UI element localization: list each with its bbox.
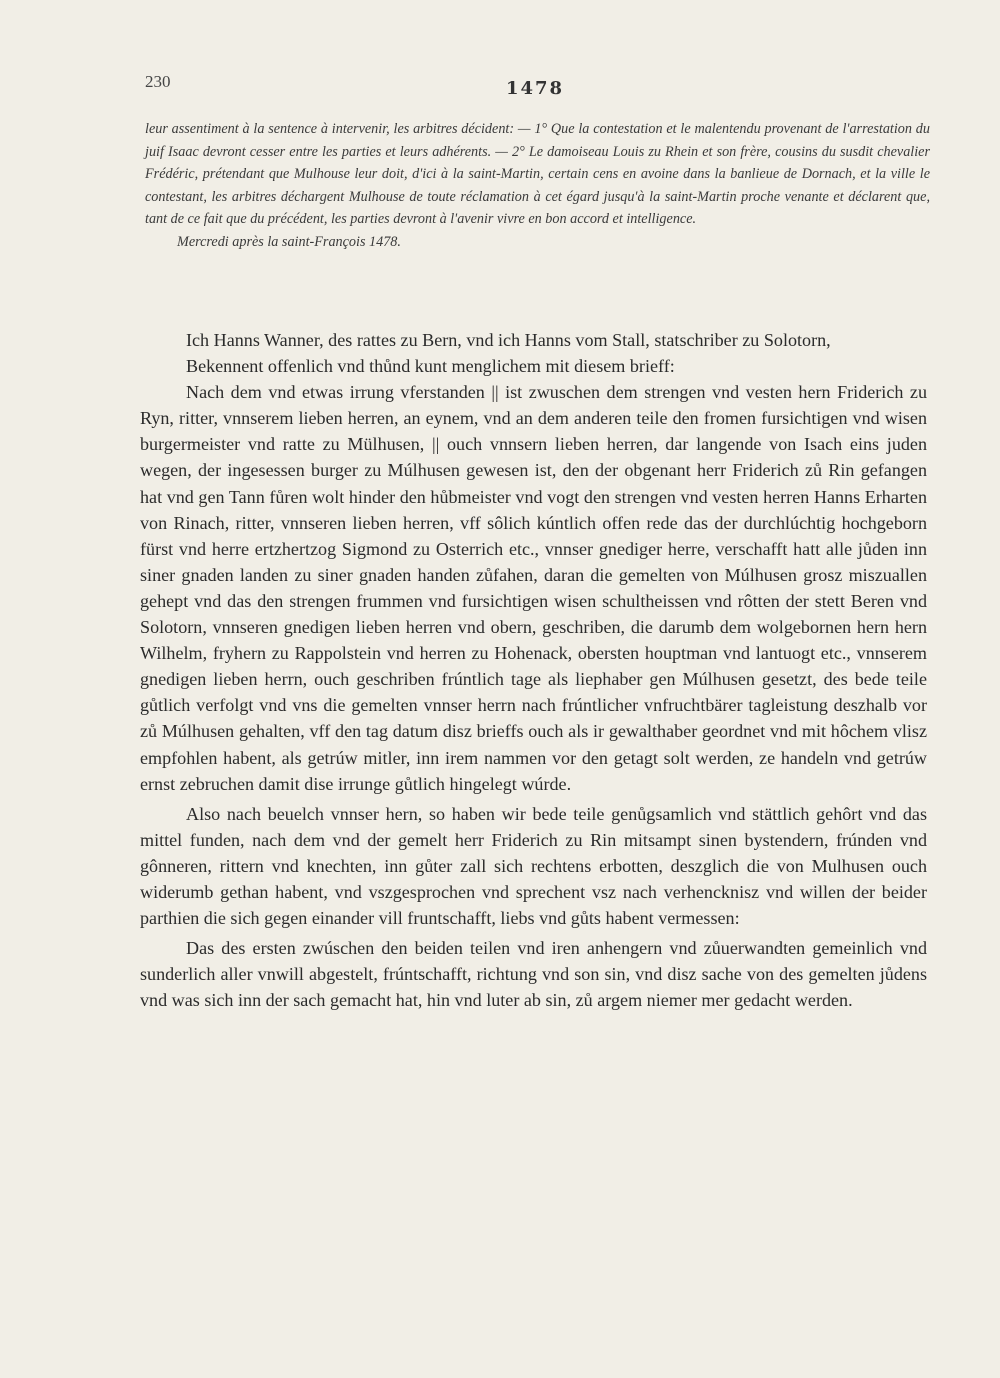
summary-paragraph: leur assentiment à la sentence à intervenir, les arbitres décident: — 1° Que la contestation et le malentendu provenant de l'arrestation du juif Isaac devront cesser entre les parties et leurs adhérents. — 2° Le damoiseau Louis zu Rhein et son frère, cousins du susdit chevalier Frédéric, prétendant que Mulhouse leur doit, d'ici à la saint-Martin, certain cens en avoine dans la banlieue de Dornach, et la ville le contestant, les arbitres déchargent Mulhouse de toute réclamation à cet égard jusqu'à la saint-Martin proche venante et déclarent que, tant de ce fait que du précédent, les parties devront à l'avenir vivre en bon accord et intelligence. [145, 121, 930, 228]
charter-paragraph-first-article: Das des ersten zwúschen den beiden teilen vnd iren anhengern vnd zůuerwandten gemeinlich vnd sunderlich aller vnwill abgestelt, frúntschafft, richtung vnd son sin, vnd disz sache von des gemelten jůdens vnd was sich inn der sach gemacht hat, hin vnd luter ab sin, zů argem niemer mer gedacht werden. [140, 938, 927, 1011]
page-header [145, 72, 925, 102]
charter-paragraph-narrative: Nach dem vnd etwas irrung vferstanden || ist zwuschen dem strengen vnd vesten hern Friderich zu Ryn, ritter, vnnserem lieben herren, an eynem, vnd an dem anderen teile den fromen fursichtigen vnd wisen burgermeister vnd ratte zu Mülhusen, || ouch vnnsern lieben herren, dar langende von Isach eins juden wegen, der ingesessen burger zu Múlhusen gewesen ist, den der obgenant herr Friderich zů Rin gefangen hat vnd gen Tann fůren wolt hinder den hůbmeister vnd vogt den strengen vnd vesten herren Hanns Erharten von Rinach, ritter, vnnseren lieben herren, vff sôlich kúntlich offen rede das der durchlúchtig hochgeborn fürst vnd herre ertzhertzog Sigmond zu Osterrich etc., vnnser gnediger herre, verschafft hatt alle jůden inn siner gnaden landen zu siner gnaden handen zůfahen, daran die gemelten von Múlhusen grosz miszuallen gehept vnd das den strengen frummen vnd fursichtigen wisen schultheissen vnd rôtten der stett Beren vnd Solotorn, vnnseren gnedigen lieben herren vnd obern, geschriben, die darumb dem wolgebornen hern hern Wilhelm, fryhern zu Rappolstein vnd herren zu Hohenack, obersten houptman vnd lantuogt etc., vnnserem gnedigen lieben herrn, ouch geschriben frúntlich tage als liephaber gen Múlhusen gesetzt, des bede teile gůtlich verfolgt vnd vns die gemelten vnnser herrn nach frúntlicher vnfruchtbärer tagleistung deszhalb vor zů Múlhusen gehalten, vff den tag datum disz brieffs ouch als ir gewalthaber geordnet vnd mit hôchem vlisz empfohlen habent, als getrúw mitler, inn irem nammen vor den getagt solt werden, ze handeln vnd getrúw ernst zebruchen damit dise irrunge gůtlich hingelegt wúrde. [140, 382, 927, 794]
summary-dateline: Mercredi après la saint-François 1478. [177, 233, 401, 250]
charter-paragraph-intro: Ich Hanns Wanner, des rattes zu Bern, vnd ich Hanns vom Stall, statschriber zu Solotorn, [186, 330, 831, 350]
charter-paragraph-ruling: Also nach beuelch vnnser hern, so haben wir bede teile genůgsamlich vnd stättlich gehôrt vnd das mittel funden, nach dem vnd der gemelt herr Friderich zu Rin mitsampt sinen bystendern, frúnden vnd gônneren, rittern vnd knechten, inn gůter zall sich rechtens erbotten, deszglich die von Mulhusen ouch widerumb gethan habent, vnd vszgesprochen vnd sprechent vsz nach verhencknisz vnd willen der beider parthien die sich gegen einander vill fruntschafft, liebs vnd gůts habent vermessen: [140, 803, 927, 929]
charter-text [140, 327, 927, 1013]
page-number: 230 [145, 72, 171, 91]
french-summary [145, 118, 930, 254]
page-year-heading: 1478 [505, 78, 565, 99]
charter-paragraph-declaration: Bekennent offenlich vnd thůnd kunt menglichem mit diesem brieff: [186, 356, 675, 377]
